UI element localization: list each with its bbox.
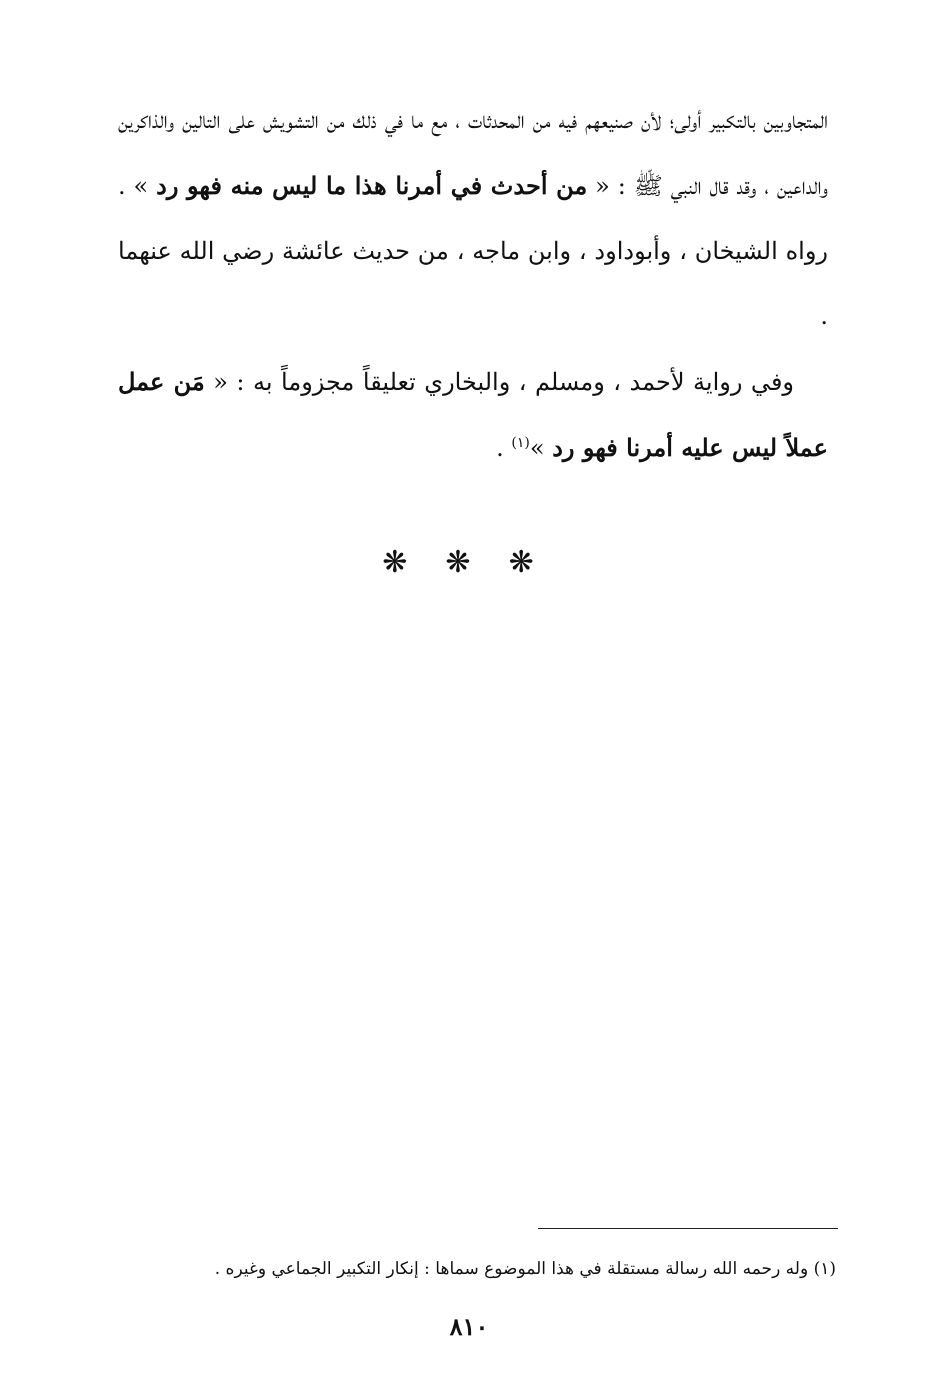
- paragraph-1-text: المتجاوبين بالتكبير أولى؛ لأن صنيعهم فيه من المحدثات ، مع ما في ذلك من التشويش على التالين والذاكرين والداعين ، وقد قال النبي ﷺ : «: [118, 106, 829, 200]
- paragraph-2-text: وفي رواية لأحمد ، ومسلم ، والبخاري تعليقاً مجزوماً به : «: [204, 368, 795, 396]
- footnote: (١) وله رحمه الله رسالة مستقلة في هذا الموضوع سماها : إنكار التكبير الجماعي وغيره .: [214, 1259, 836, 1279]
- hadith-quote-2: مَن عمل عملاً ليس عليه أمرنا فهو رد: [118, 367, 828, 462]
- paragraph-2-close-quote: »: [529, 434, 553, 462]
- paragraph-1: [118, 88, 828, 349]
- main-text-block: [118, 88, 828, 481]
- star-icon: ❋: [508, 545, 556, 580]
- star-icon: ❋: [382, 545, 430, 580]
- paragraph-2: [118, 349, 828, 481]
- footnote-divider: [538, 1228, 838, 1229]
- section-separator: [0, 545, 938, 580]
- footnote-marker: (١): [511, 435, 530, 451]
- page-number: ٨١٠: [449, 1312, 489, 1341]
- paragraph-1-citation: » . رواه الشيخان ، وأبوداود ، وابن ماجه ، من حديث عائشة رضي الله عنهما .: [118, 172, 828, 330]
- paragraph-2-end: .: [496, 434, 512, 462]
- hadith-quote-1: من أحدث في أمرنا هذا ما ليس منه فهو رد: [156, 171, 588, 200]
- star-icon: ❋: [445, 545, 493, 580]
